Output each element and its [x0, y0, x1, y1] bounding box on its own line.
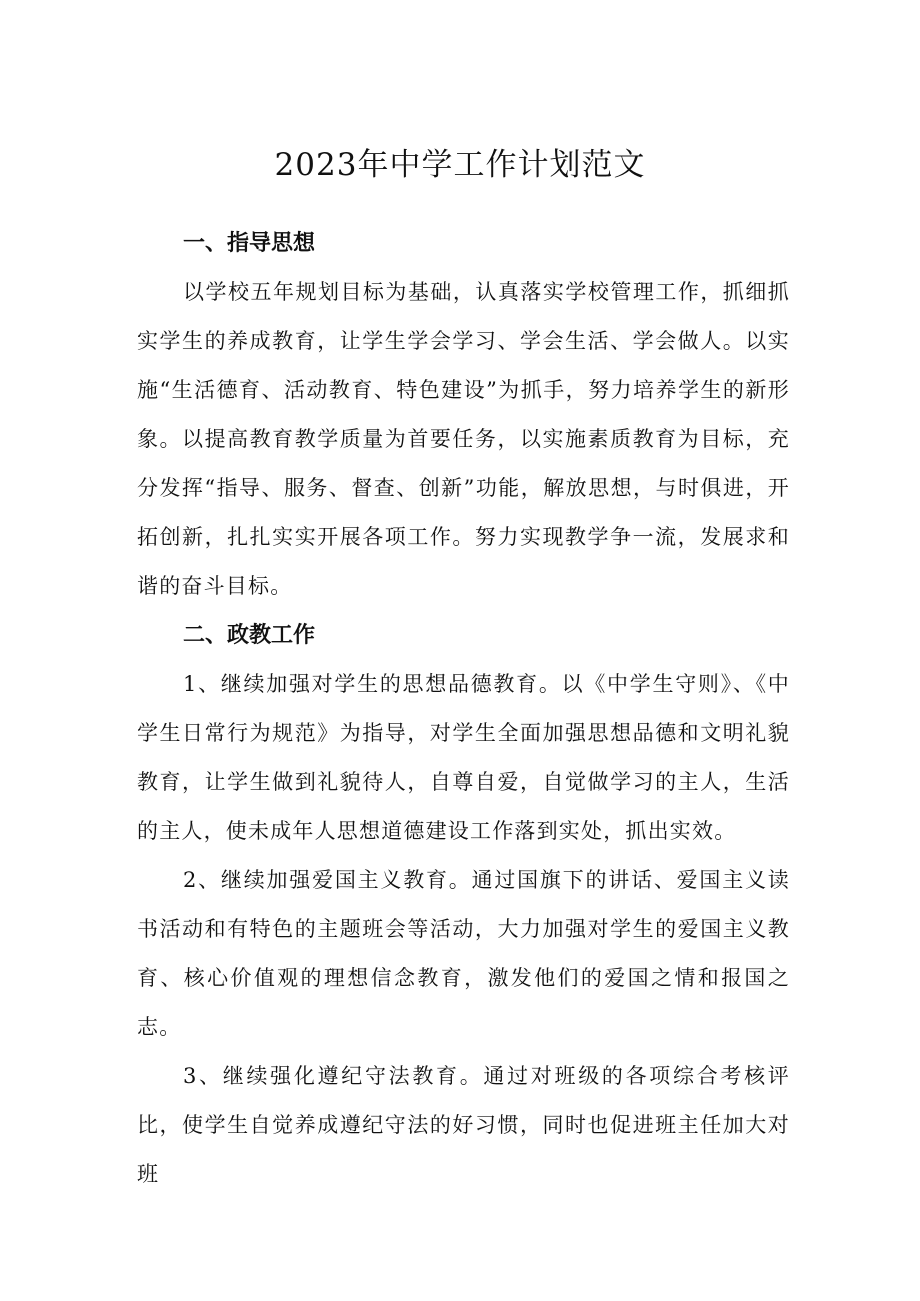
section-heading-guiding-ideology: 一、指导思想 — [183, 231, 316, 256]
document-title: 2023年中学工作计划范文 — [274, 147, 646, 183]
paragraph-item-2: 2、继续加强爱国主义教育。通过国旗下的讲话、爱国主义读书活动和有特色的主题班会等活动，大力加强对学生的爱国主义教育、核心价值观的理想信念教育，激发他们的爱国之情和报国之志。 — [137, 868, 790, 1039]
section-heading-political-education: 二、政教工作 — [183, 623, 316, 648]
paragraph-item-3: 3、继续强化遵纪守法教育。通过对班级的各项综合考核评比，使学生自觉养成遵纪守法的好习惯，同时也促进班主任加大对班 — [137, 1064, 790, 1186]
document-body — [137, 219, 790, 1199]
paragraph-guiding-ideology: 以学校五年规划目标为基础，认真落实学校管理工作，抓细抓实学生的养成教育，让学生学会学习、学会生活、学会做人。以实施“生活德育、活动教育、特色建设”为抓手，努力培养学生的新形象。以提高教育教学质量为首要任务，以实施素质教育为目标，充分发挥“指导、服务、督查、创新”功能，解放思想，与时俱进，开拓创新，扎扎实实开展各项工作。努力实现教学争一流，发展求和谐的奋斗目标。 — [137, 280, 790, 598]
paragraph-item-1: 1、继续加强对学生的思想品德教育。以《中学生守则》、《中学生日常行为规范》为指导，对学生全面加强思想品德和文明礼貌教育，让学生做到礼貌待人，自尊自爱，自觉做学习的主人，生活的主人，使未成年人思想道德建设工作落到实处，抓出实效。 — [137, 672, 790, 843]
